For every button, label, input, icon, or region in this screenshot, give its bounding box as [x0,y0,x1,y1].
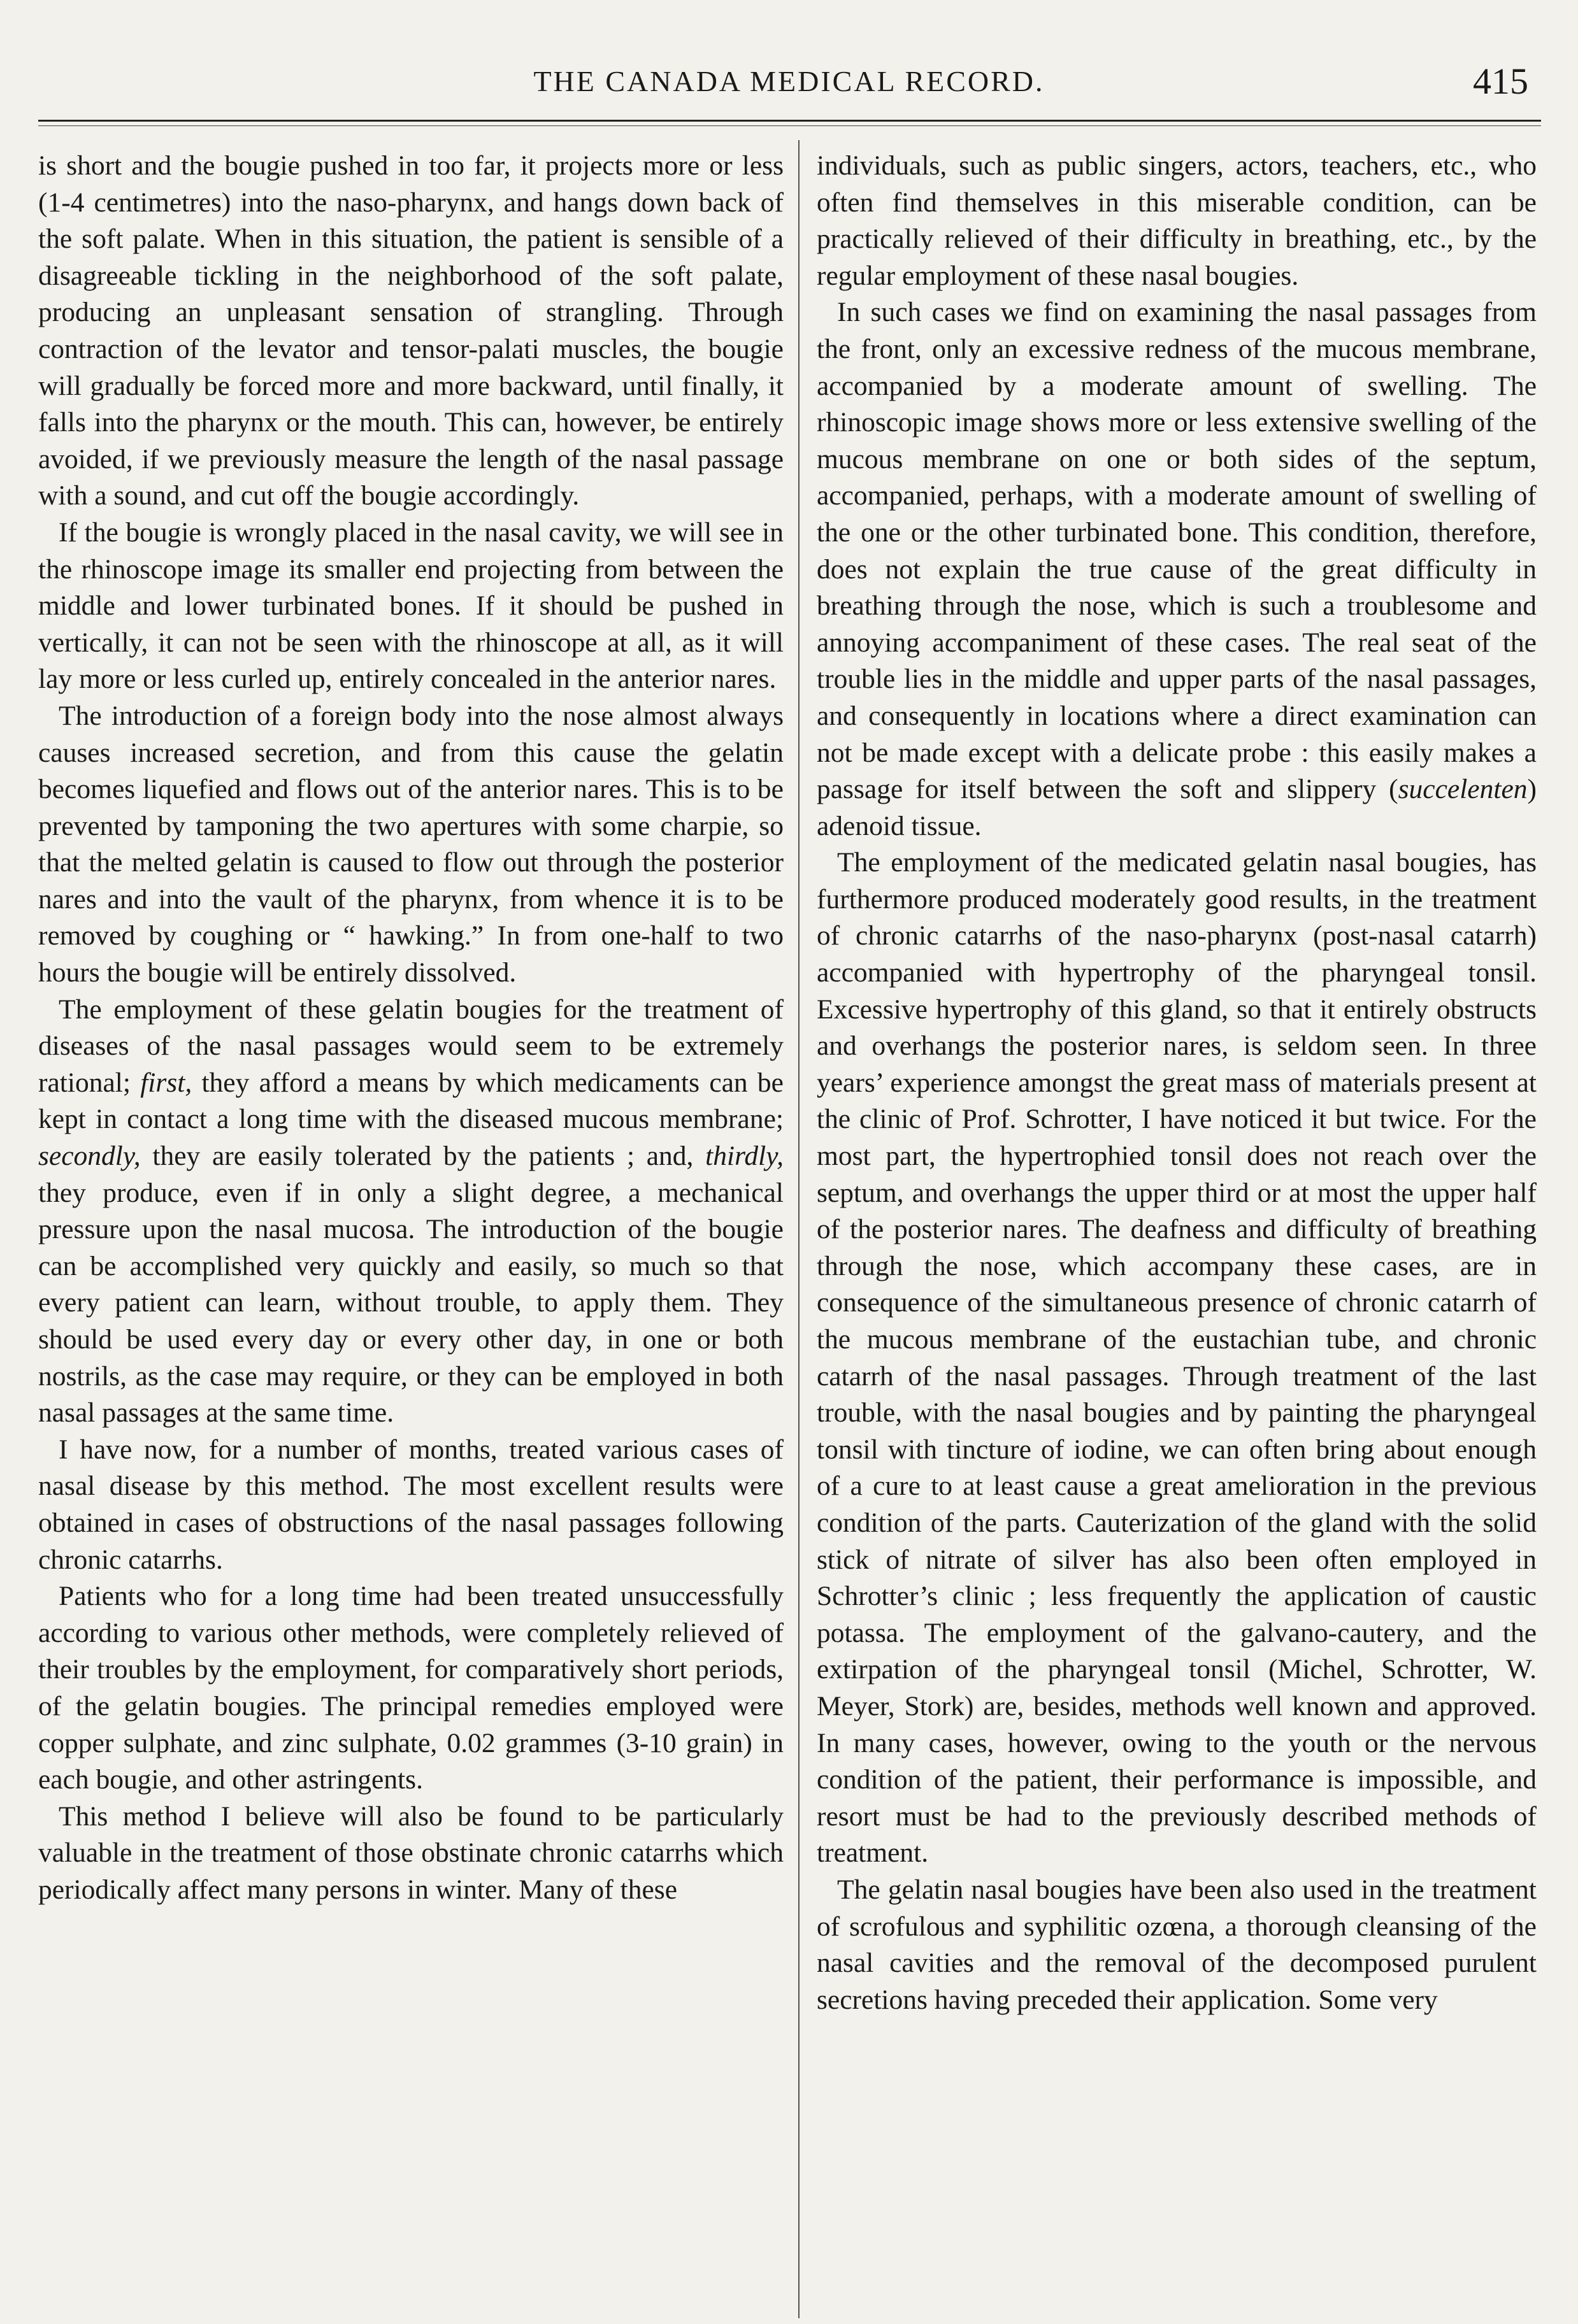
paragraph: The employment of the medicated gelatin nasal bougies, has furthermore produced moderately good results, in the treatment of chronic catarrhs of the naso-pharynx (post-nasal catarrh) accompanied with hypertrophy of the pharyngeal tonsil. Excessive hypertrophy of this gland, so that it entirely obstructs and overhangs the posterior nares, is seldom seen. In three years’ experience amongst the great mass of materials present at the clinic of Prof. Schrotter, I have noticed it but twice. For the most part, the hypertrophied tonsil does not reach over the septum, and overhangs the upper third or at most the upper half of the posterior nares. The deafness and difficulty of breathing through the nose, which accompany these cases, are in consequence of the simultaneous presence of chronic catarrh of the mucous membrane of the eustachian tube, and chronic catarrh of the nasal passages. Through treatment of the last trouble, with the nasal bougies and by painting the pharyngeal tonsil with tincture of iodine, we can often bring about enough of a cure to at least cause a great amelioration in the previous condition of the parts. Cauterization of the gland with the solid stick of nitrate of silver has also been often employed in Schrotter’s clinic ; less frequently the application of caustic potassa. The employment of the galvano-cautery, and the extirpation of the pharyngeal tonsil (Michel, Schrotter, W. Meyer, Stork) are, besides, methods well known and approved. In many cases, however, owing to the youth or the nervous condition of the patient, their performance is impossible, and resort must be had to the previously described methods of treatment. [817,847,1537,1869]
left-column [38,148,784,2307]
emphasis: thirdly, [705,1141,784,1172]
paragraph: This method I believe will also be found to be particularly valuable in the treatment of those obstinate chronic catarrhs which periodically affect many persons in winter. Many of these [38,1800,784,1905]
text-run: they are easily tolerated by the patients ; and, [152,1141,694,1172]
right-column [817,148,1537,2307]
paragraph: individuals, such as public singers, actors, teachers, etc., who often find themselves in this miserable condition, can be practically relieved of their difficulty in breathing, etc., by the regular employment of these nasal bougies. [817,150,1537,291]
text-run: they produce, even if in only a slight degree, a mechanical pressure upon the nasal mucosa. The introduction of the bougie can be accomplished very quickly and easily, so much so that every patient can learn, without trouble, to apply them. They should be used every day or every other day, in one or both nostrils, as the case may require, or they can be employed in both nasal passages at the same time. [38,1177,784,1429]
paragraph: I have now, for a number of months, treated various cases of nasal disease by this method. The most excellent results were obtained in cases of obstructions of the nasal passages following chronic catarrhs. [38,1434,784,1575]
paragraph [817,294,1537,845]
emphasis: succelenten [1398,774,1528,805]
emphasis: first, [140,1067,192,1098]
emphasis: secondly, [38,1141,141,1172]
paragraph: The gelatin nasal bougies have been also used in the treatment of scrofulous and syphilitic ozœna, a thorough cleansing of the nasal cavities and the removal of the decomposed purulent secretions having preceded their application. Some very [817,1874,1537,2015]
text-run: The employment of these gelatin bougies for the treatment of diseases of the nasal passages would seem to be extremely rational; [38,994,784,1098]
paragraph: is short and the bougie pushed in too far, it projects more or less (1-4 centimetres) into the naso-pharynx, and hangs down back of the soft palate. When in this situation, the patient is sensible of a disagreeable tickling in the neighborhood of the soft palate, producing an unpleasant sensation of strangling. Through contraction of the levator and tensor-palati muscles, the bougie will gradually be forced more and more backward, until finally, it falls into the pharynx or the mouth. This can, however, be entirely avoided, if we previously measure the length of the nasal passage with a sound, and cut off the bougie accordingly. [38,150,784,511]
text-run: In such cases we find on examining the nasal passages from the front, only an excessive redness of the mucous membrane, accompanied by a moderate amount of swelling. The rhinoscopic image shows more or less extensive swelling of the mucous membrane on one or both sides of the septum, accompanied, perhaps, with a moderate amount of swelling of the one or the other turbinated bone. This condition, therefore, does not explain the true cause of the great difficulty in breathing through the nose, which is such a troublesome and annoying accompaniment of these cases. The real seat of the trouble lies in the middle and upper parts of the nasal passages, and consequently in locations where a direct examination can not be made except with a delicate probe : this easily makes a passage for itself between the soft and slippery ( [817,297,1537,805]
paragraph [38,992,784,1432]
running-header [38,56,1540,107]
paragraph: Patients who for a long time had been treated unsuccessfully according to various other methods, were completely relieved of their troubles by the employment, for comparatively short periods, of the gelatin bougies. The principal remedies employed were copper sulphate, and zinc sulphate, 0.02 grammes (3-10 grain) in each bougie, and other astringents. [38,1581,784,1795]
column-divider [798,140,800,2318]
page-number: 415 [1473,61,1528,102]
paragraph: If the bougie is wrongly placed in the nasal cavity, we will see in the rhinoscope image its smaller end projecting from between the middle and lower turbinated bones. If it should be pushed in vertically, it can not be seen with the rhinoscope at all, as it will lay more or less curled up, entirely concealed in the anterior nares. [38,517,784,695]
header-rule [38,120,1541,126]
text-run: they afford a means by which medicaments can be kept in contact a long time with the diseased mucous membrane; [38,1067,784,1135]
text-run: ) adenoid tissue. [817,774,1537,841]
paragraph: The introduction of a foreign body into the nose almost always causes increased secretion, and from this cause the gelatin becomes liquefied and flows out of the anterior nares. This is to be prevented by tamponing the two apertures with some charpie, so that the melted gelatin is caused to flow out through the posterior nares and into the vault of the pharynx, from whence it is to be removed by coughing or “ hawking.” In from one-half to two hours the bougie will be entirely dissolved. [38,700,784,988]
running-title: THE CANADA MEDICAL RECORD. [533,65,1045,97]
